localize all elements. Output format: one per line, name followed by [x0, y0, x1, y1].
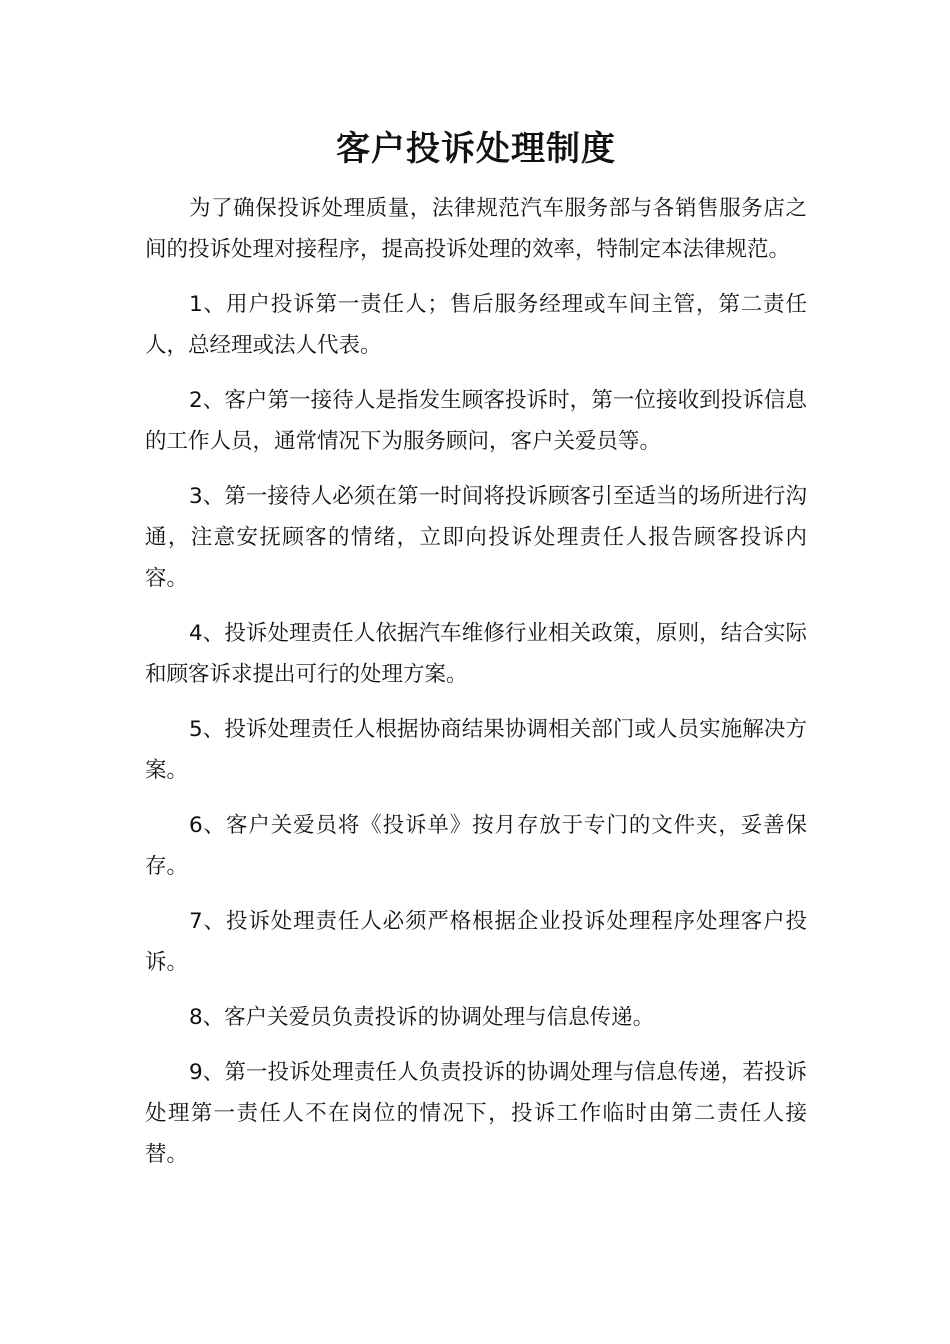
paragraph-item-3: 3、第一接待人必须在第一时间将投诉顾客引至适当的场所进行沟通，注意安抚顾客的情绪，立即向投诉处理责任人报告顾客投诉内容。	[145, 484, 807, 591]
paragraph-item-8: 8、客户关爱员负责投诉的协调处理与信息传递。	[189, 1005, 655, 1030]
paragraph-item-9: 9、第一投诉处理责任人负责投诉的协调处理与信息传递，若投诉处理第一责任人不在岗位的情况下，投诉工作临时由第二责任人接替。	[145, 1060, 807, 1167]
paragraph-item-6: 6、客户关爱员将《投诉单》按月存放于专门的文件夹，妥善保存。	[145, 813, 807, 879]
paragraph-item-7: 7、投诉处理责任人必须严格根据企业投诉处理程序处理客户投诉。	[145, 909, 807, 975]
paragraph-item-1: 1、用户投诉第一责任人；售后服务经理或车间主管，第二责任人，总经理或法人代表。	[145, 292, 807, 358]
paragraph-item-5: 5、投诉处理责任人根据协商结果协调相关部门或人员实施解决方案。	[145, 717, 807, 783]
paragraph-item-2: 2、客户第一接待人是指发生顾客投诉时，第一位接收到投诉信息的工作人员，通常情况下为服务顾问，客户关爱员等。	[145, 388, 807, 454]
document-page	[145, 120, 807, 1189]
paragraph-intro: 为了确保投诉处理质量，法律规范汽车服务部与各销售服务店之间的投诉处理对接程序，提高投诉处理的效率，特制定本法律规范。	[145, 196, 807, 262]
document-title: 客户投诉处理制度	[336, 129, 616, 169]
paragraph-item-4: 4、投诉处理责任人依据汽车维修行业相关政策，原则，结合实际和顾客诉求提出可行的处理方案。	[145, 621, 807, 687]
